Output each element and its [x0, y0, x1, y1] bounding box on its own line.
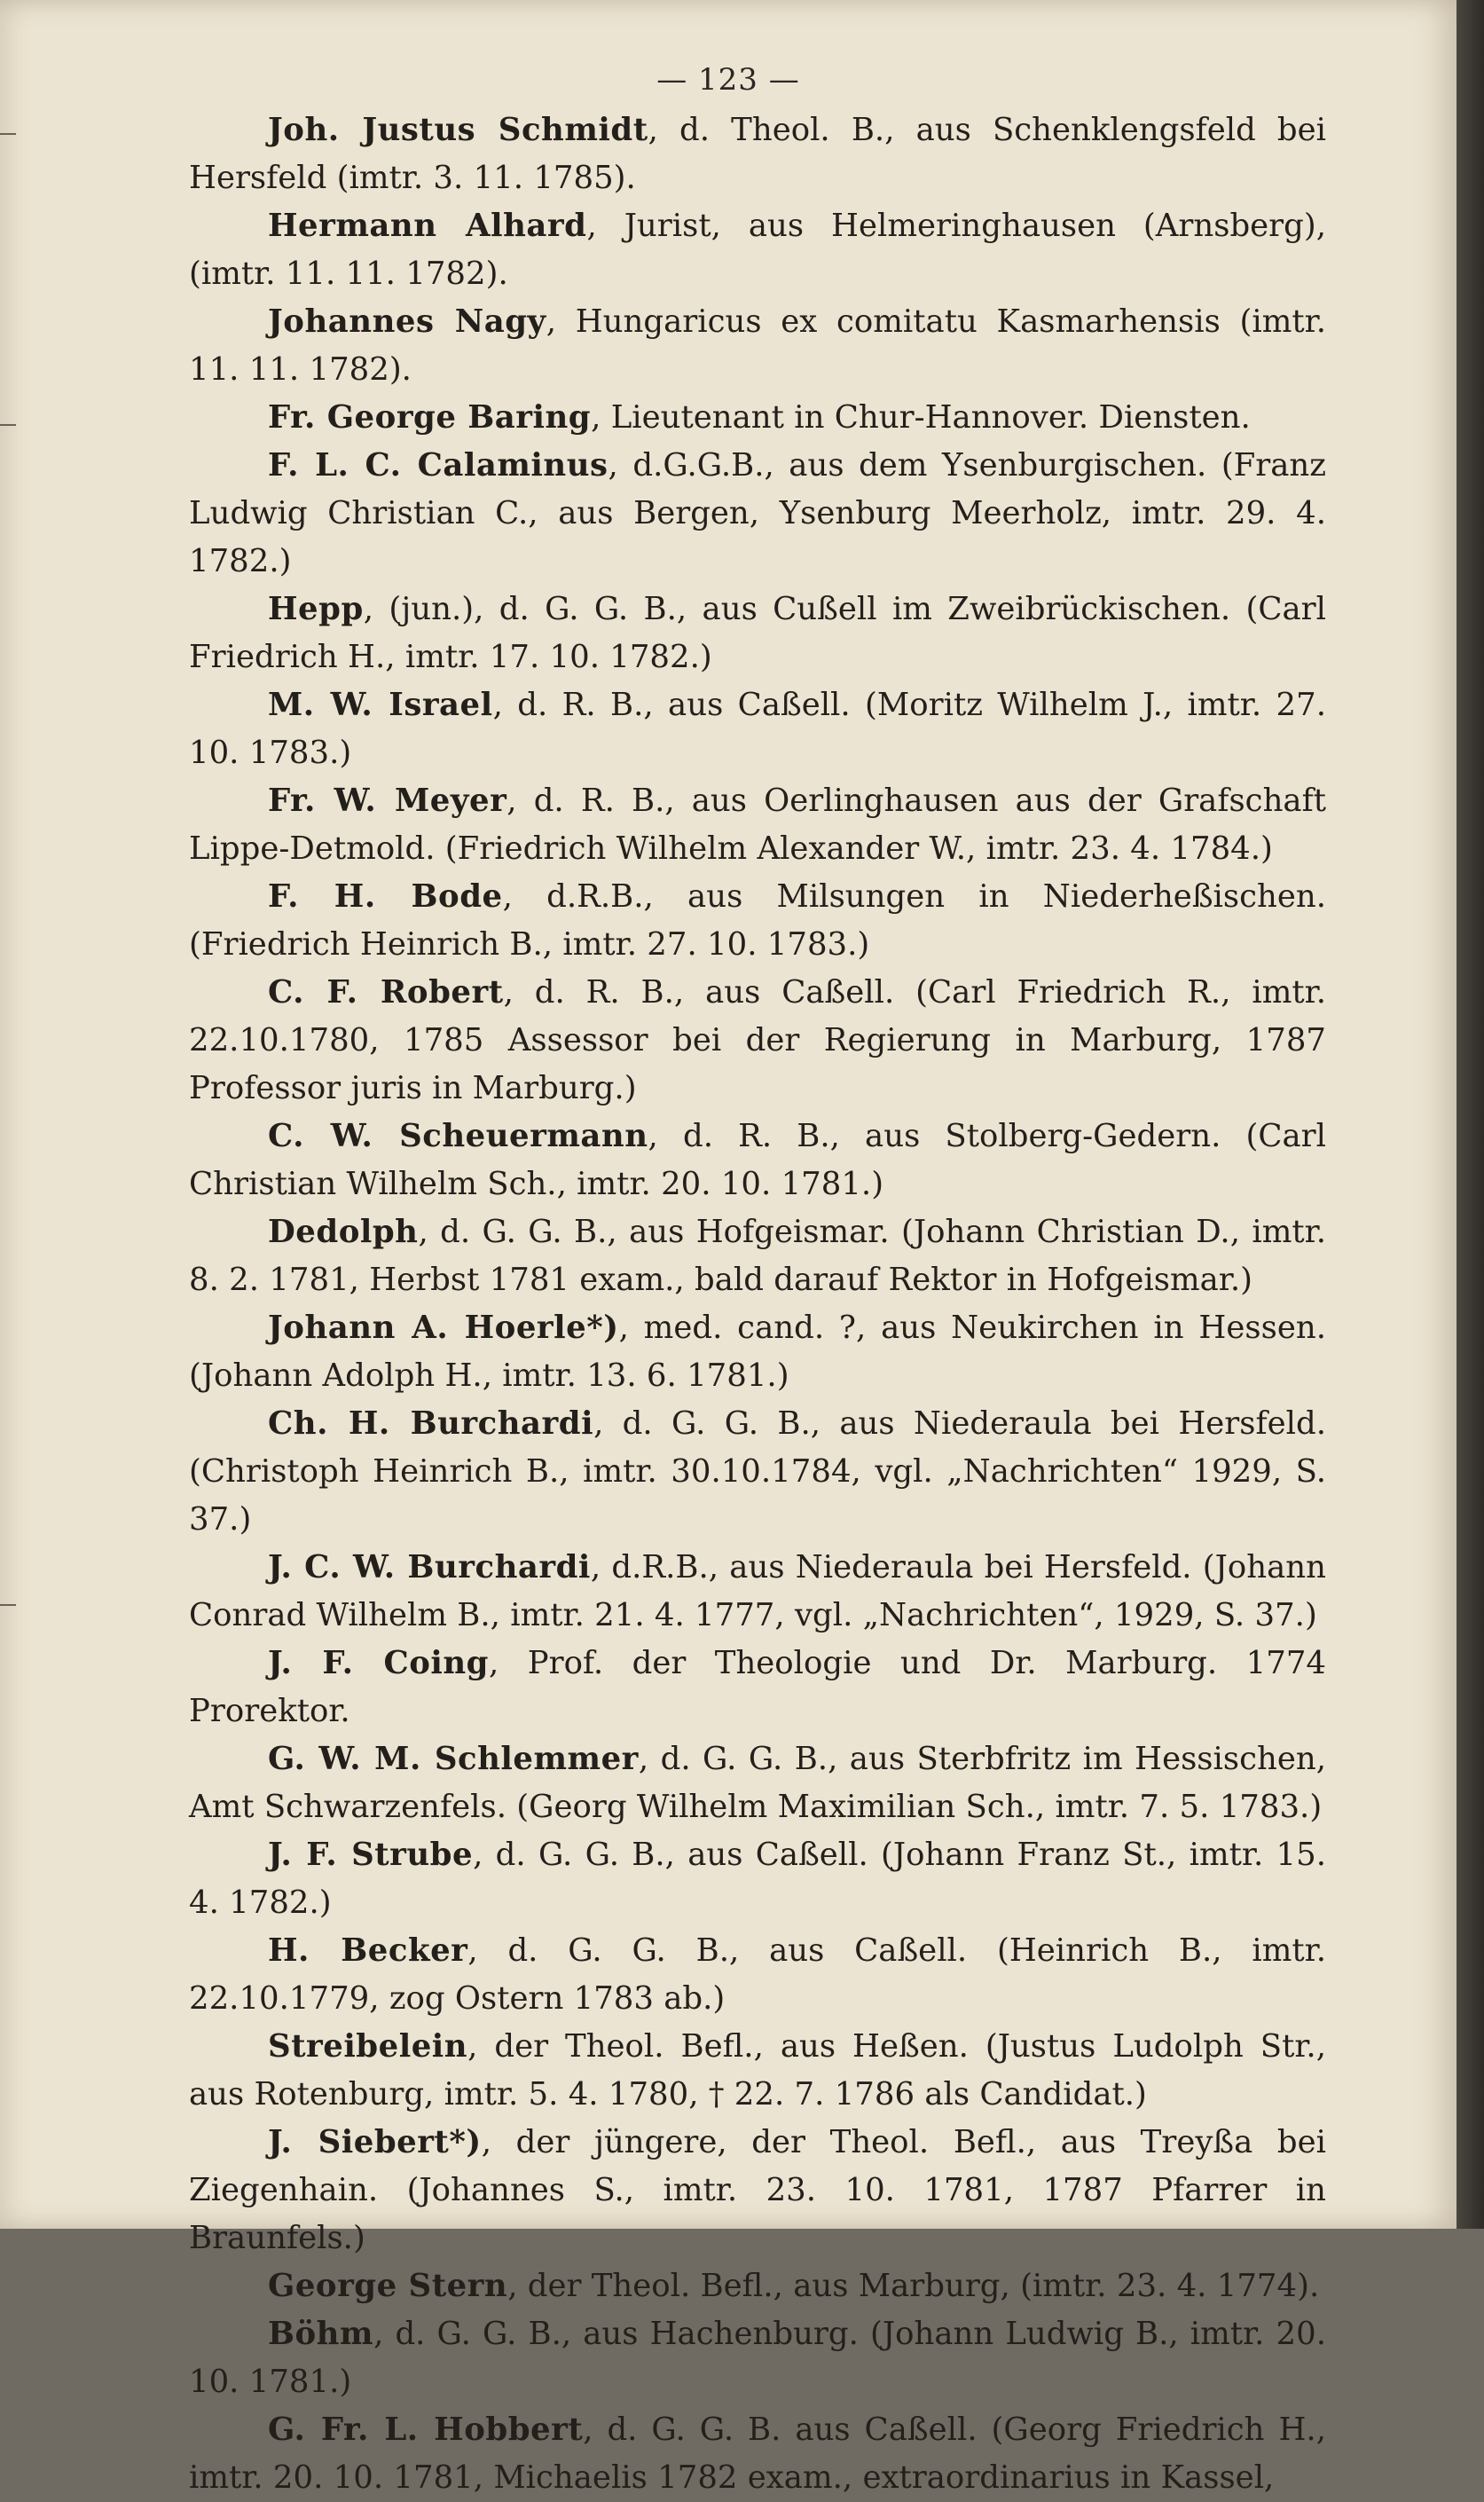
entry-details: , d. R. B., aus Stolberg-Gedern. (Carl Christian Wilhelm Sch., imtr. 20. 10. 1781.) — [189, 1118, 1327, 1202]
entry-details: , d. G. G. B. aus Caßell. (Georg Friedrich H., imtr. 20. 10. 1781, Michaelis 1782 exam., extraordinarius in Kassel, — [189, 2412, 1327, 2496]
entry-name: Joh. Justus Schmidt — [268, 112, 648, 148]
entry-boehm — [189, 2310, 1326, 2406]
entry-details: , d.R.B., aus Milsungen in Niederheßischen. (Friedrich Heinrich B., imtr. 27. 10. 1783.) — [189, 878, 1327, 963]
register-text — [189, 106, 1326, 2502]
entry-burchardi-jcw — [189, 1544, 1326, 1640]
entry-details: , d. R. B., aus Oerlinghausen aus der Grafschaft Lippe-Detmold. (Friedrich Wilhelm Alexander W., imtr. 23. 4. 1784.) — [189, 783, 1326, 867]
entry-details: , der jüngere, der Theol. Befl., aus Treyßa bei Ziegenhain. (Johannes S., imtr. 23. 10. 1781, 1787 Pfarrer in Braunfels.) — [189, 2124, 1326, 2256]
entry-schmidt — [189, 106, 1326, 202]
entry-details: , Prof. der Theologie und Dr. Marburg. 1774 Prorektor. — [189, 1645, 1326, 1729]
entry-calaminus — [189, 442, 1326, 586]
entry-details: , d. Theol. B., aus Schenklengsfeld bei Hersfeld (imtr. 3. 11. 1785). — [189, 112, 1326, 196]
margin-mark — [0, 424, 16, 426]
entry-alhard — [189, 202, 1326, 298]
entry-details: , d.R.B., aus Niederaula bei Hersfeld. (Johann Conrad Wilhelm B., imtr. 21. 4. 1777, vgl. „Nachrichten“, 1929, S. 37.) — [189, 1549, 1327, 1633]
entry-details: , d. G. G. B., aus Caßell. (Johann Franz St., imtr. 15. 4. 1782.) — [189, 1837, 1326, 1921]
entry-israel — [189, 681, 1326, 777]
entry-details: , (jun.), d. G. G. B., aus Cußell im Zweibrückischen. (Carl Friedrich H., imtr. 17. 10. 1782.) — [189, 591, 1326, 675]
entry-details: , d.G.G.B., aus dem Ysenburgischen. (Franz Ludwig Christian C., aus Bergen, Ysenburg Meerholz, imtr. 29. 4. 1782.) — [189, 447, 1326, 579]
entry-name: J. Siebert*) — [268, 2124, 482, 2160]
entry-hepp — [189, 586, 1326, 681]
entry-name: Fr. George Baring — [268, 399, 592, 436]
entry-stern — [189, 2262, 1326, 2310]
entry-burchardi-ch — [189, 1400, 1326, 1544]
entry-details: , d. R. B., aus Caßell. (Moritz Wilhelm J., imtr. 27. 10. 1783.) — [189, 687, 1326, 771]
entry-strube — [189, 1831, 1326, 1927]
entry-becker — [189, 1927, 1326, 2023]
entry-name: F. L. C. Calaminus — [268, 447, 609, 484]
page-edge-shadow — [1457, 0, 1484, 2229]
entry-details: , d. G. G. B., aus Sterbfritz im Hessischen, Amt Schwarzenfels. (Georg Wilhelm Maximilian Sch., imtr. 7. 5. 1783.) — [189, 1741, 1326, 1825]
entry-name: F. H. Bode — [268, 878, 503, 915]
entry-details: , med. cand. ?, aus Neukirchen in Hessen. (Johann Adolph H., imtr. 13. 6. 1781.) — [189, 1310, 1326, 1394]
entry-name: G. W. M. Schlemmer — [268, 1741, 639, 1777]
entry-name: J. F. Strube — [268, 1837, 474, 1873]
entry-streibelein — [189, 2023, 1326, 2119]
entry-name: Böhm — [268, 2316, 374, 2352]
margin-mark — [0, 133, 16, 135]
entry-name: C. F. Robert — [268, 974, 504, 1011]
entry-details: , der Theol. Befl., aus Marburg, (imtr. 23. 4. 1774). — [507, 2268, 1320, 2304]
entry-details: , d. G. G. B., aus Caßell. (Heinrich B., imtr. 22.10.1779, zog Ostern 1783 ab.) — [189, 1932, 1326, 2017]
entry-bode — [189, 873, 1326, 969]
margin-mark — [0, 1604, 16, 1606]
entry-meyer — [189, 777, 1326, 873]
entry-name: J. F. Coing — [268, 1645, 490, 1681]
entry-hobbert — [189, 2406, 1326, 2502]
entry-details: , Hungaricus ex comitatu Kasmarhensis (imtr. 11. 11. 1782). — [189, 303, 1326, 388]
entry-name: Johannes Nagy — [268, 303, 546, 340]
entry-details: , der Theol. Befl., aus Heßen. (Justus Ludolph Str., aus Rotenburg, imtr. 5. 4. 1780, † 22. 7. 1786 als Candidat.) — [189, 2028, 1326, 2113]
entry-robert — [189, 969, 1326, 1113]
entry-name: George Stern — [268, 2268, 508, 2304]
entry-scheuermann — [189, 1113, 1326, 1208]
entry-name: Dedolph — [268, 1214, 419, 1250]
entry-details: , Jurist, aus Helmeringhausen (Arnsberg), (imtr. 11. 11. 1782). — [189, 208, 1327, 292]
entry-name: M. W. Israel — [268, 687, 493, 723]
entry-coing — [189, 1640, 1326, 1735]
entry-nagy — [189, 298, 1326, 394]
entry-name: Hepp — [268, 591, 364, 627]
entry-siebert — [189, 2119, 1326, 2262]
entry-dedolph — [189, 1208, 1326, 1304]
page-number: — 123 — — [656, 62, 800, 98]
entry-details: , d. G. G. B., aus Niederaula bei Hersfeld. (Christoph Heinrich B., imtr. 30.10.1784, vgl. „Nachrichten“ 1929, S. 37.) — [189, 1405, 1326, 1538]
entry-name: Ch. H. Burchardi — [268, 1405, 594, 1442]
entry-details: , Lieutenant in Chur-Hannover. Diensten. — [591, 399, 1251, 436]
entry-name: Hermann Alhard — [268, 208, 587, 244]
entry-name: J. C. W. Burchardi — [268, 1549, 591, 1585]
entry-name: Fr. W. Meyer — [268, 783, 507, 819]
entry-name: Johann A. Hoerle*) — [268, 1310, 619, 1346]
entry-details: , d. G. G. B., aus Hachenburg. (Johann Ludwig B., imtr. 20. 10. 1781.) — [189, 2316, 1326, 2400]
entry-details: , d. R. B., aus Caßell. (Carl Friedrich R., imtr. 22.10.1780, 1785 Assessor bei der Regierung in Marburg, 1787 Professor juris in Marburg.) — [189, 974, 1326, 1106]
entry-baring — [189, 394, 1326, 442]
entry-schlemmer — [189, 1735, 1326, 1831]
entry-details: , d. G. G. B., aus Hofgeismar. (Johann Christian D., imtr. 8. 2. 1781, Herbst 1781 exam., bald darauf Rektor in Hofgeismar.) — [189, 1214, 1326, 1298]
entry-name: H. Becker — [268, 1932, 468, 1969]
entry-hoerle — [189, 1304, 1326, 1400]
entry-name: Streibelein — [268, 2028, 468, 2065]
entry-name: C. W. Scheuermann — [268, 1118, 648, 1154]
entry-name: G. Fr. L. Hobbert — [268, 2412, 584, 2448]
